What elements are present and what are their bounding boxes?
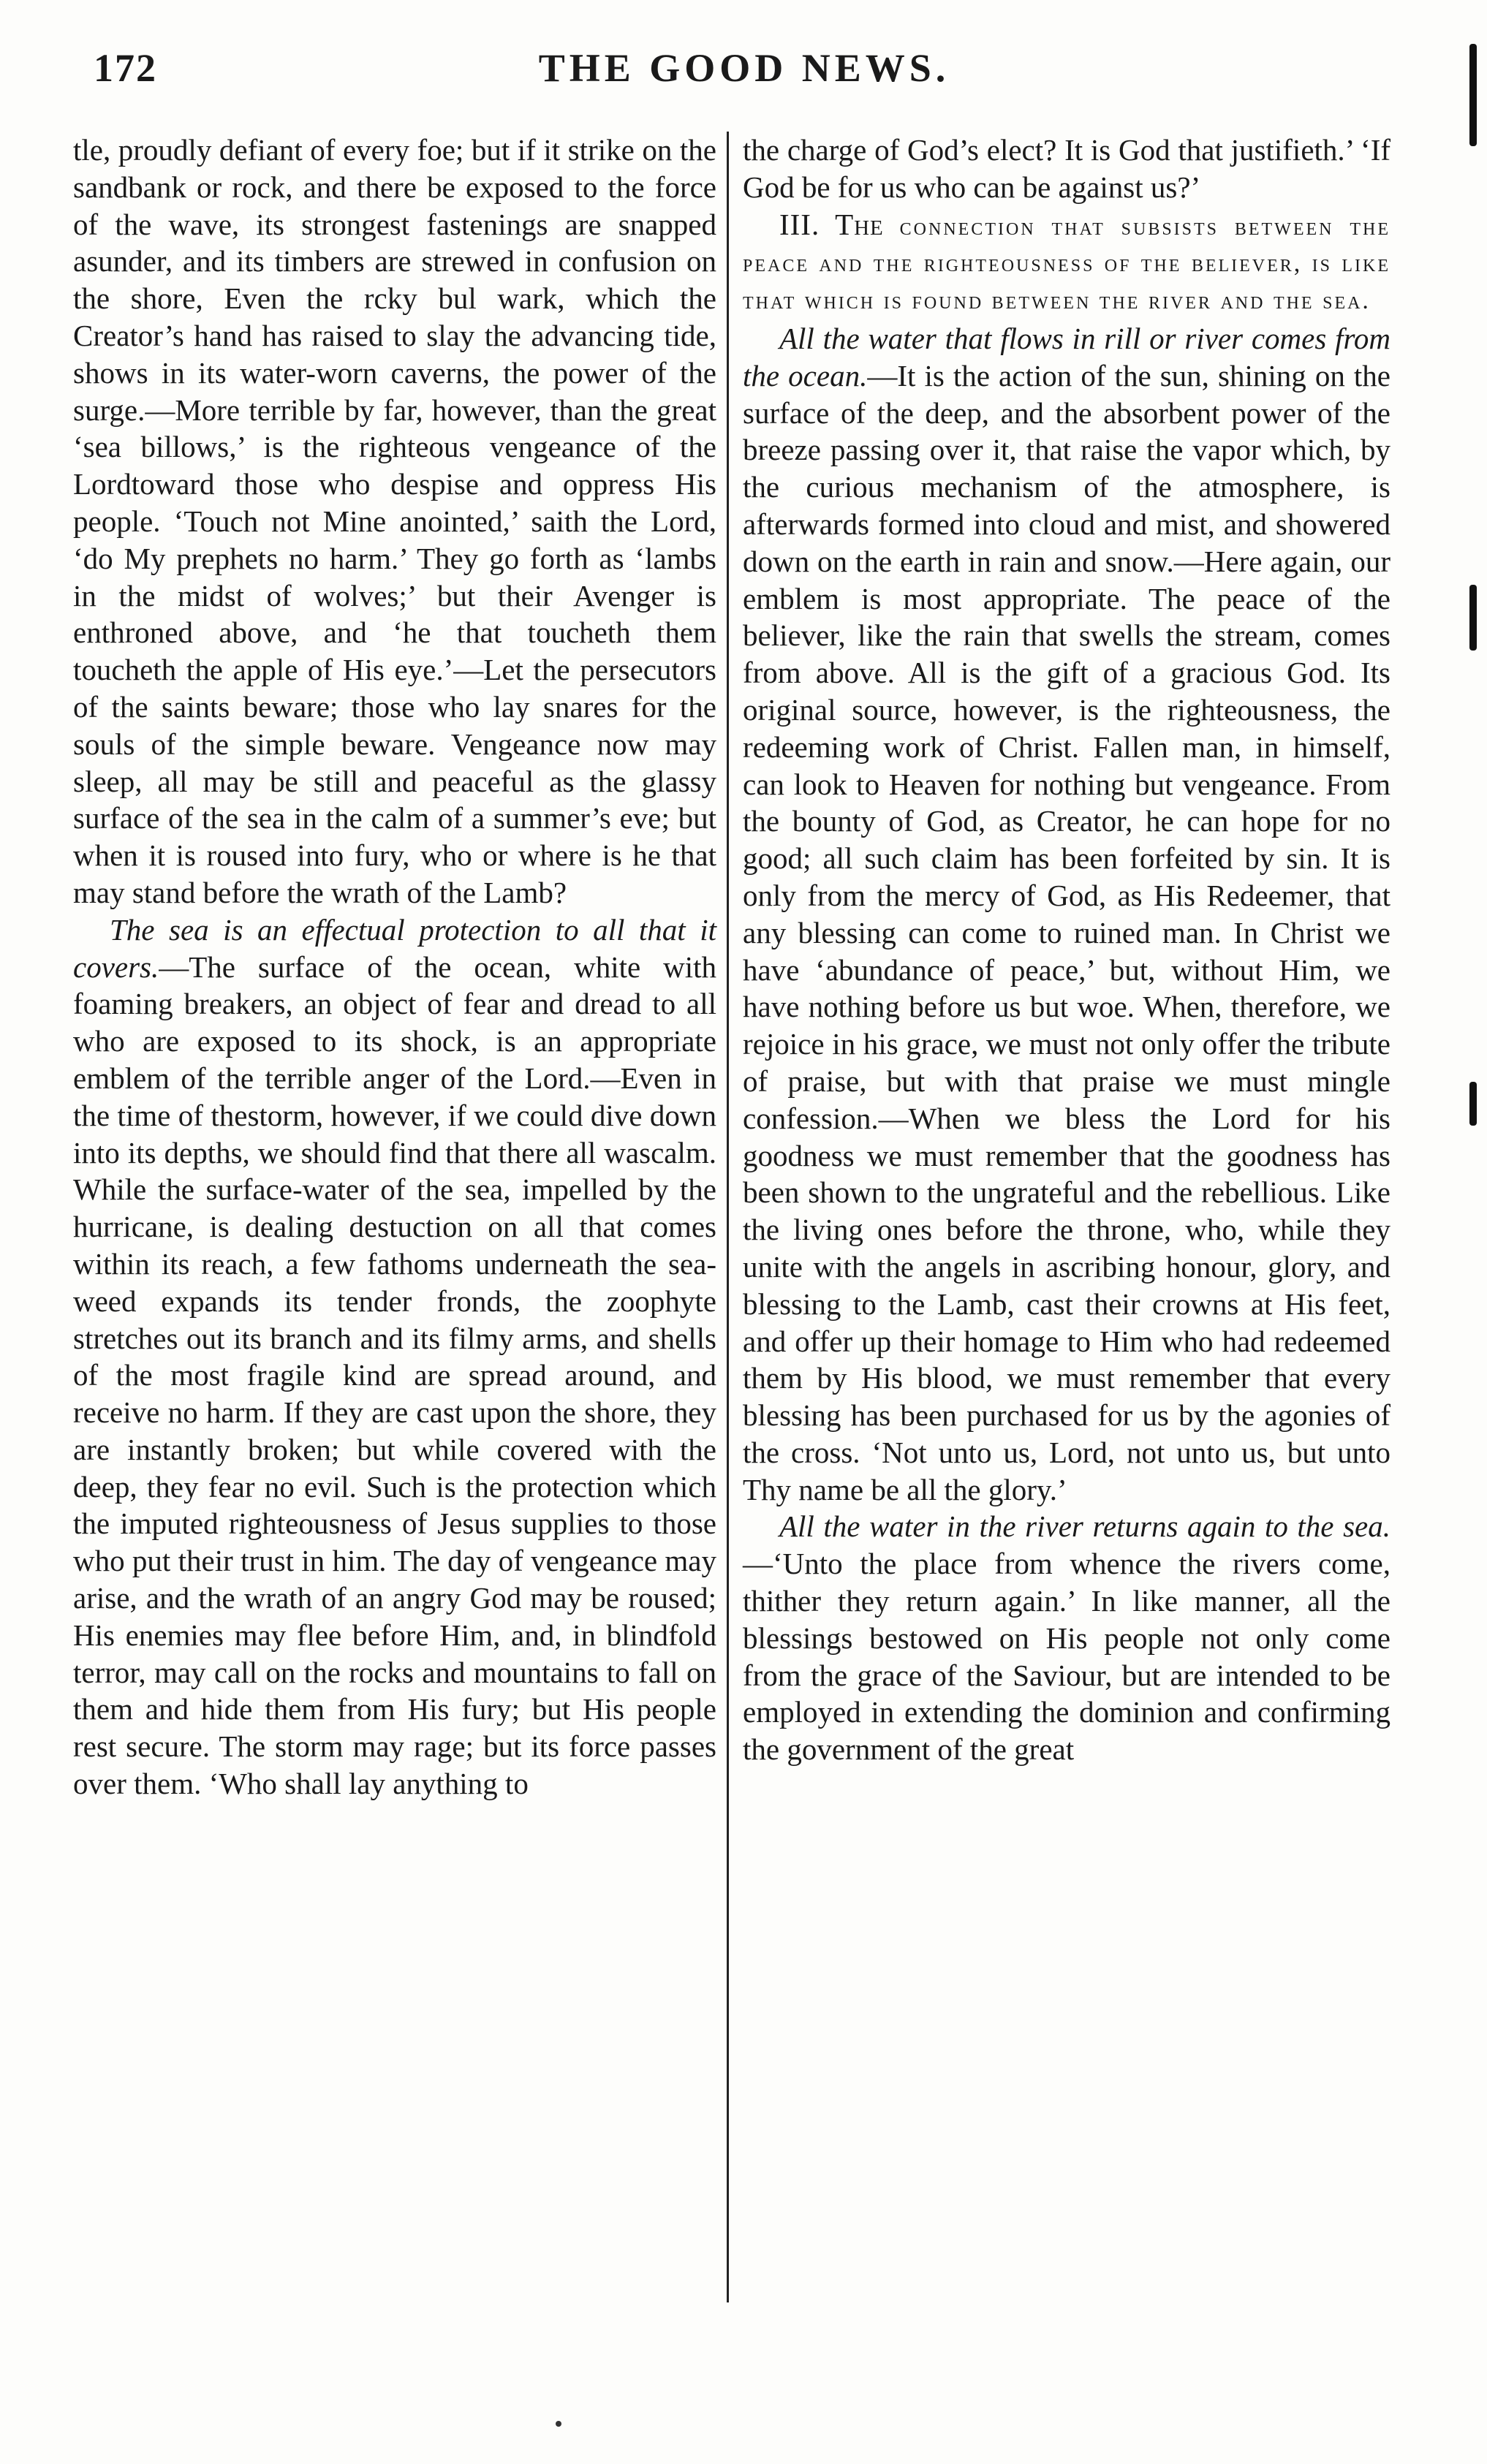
right-paragraph-2 [743,320,1390,1509]
binding-edge-mark [1469,585,1477,651]
right-paragraph-1: the charge of God’s elect? It is God that justifieth.’ ‘If God be for us who can be against us?’ [743,133,1390,204]
page-number: 172 [94,46,157,90]
section-heading-lead: III. The [779,207,884,241]
left-paragraph-2 [73,911,716,1802]
binding-edge-mark [1469,1082,1477,1126]
right-paragraph-3-lead: All the water in the river returns again to the sea. [779,1509,1390,1544]
left-paragraph-1: tle, proudly defiant of every foe; but if it strike on the sandbank or rock, and there be exposed to the force of the wave, its strongest fastenings are snapped asunder, and its timbers are strewed in confusion on the shore, Even the rcky bul wark, which the Creator’s hand has raised to slay the advancing tide, shows in its water-worn caverns, the power of the surge.—More terrible by far, however, than the great ‘sea billows,’ is the righteous vengeance of the Lordtoward those who despise and oppress His people. ‘Touch not Mine anointed,’ saith the Lord, ‘do My prephets no harm.’ They go forth as ‘lambs in the midst of wolves;’ but their Avenger is enthroned above, and ‘he that toucheth them toucheth the apple of His eye.’—Let the persecutors of the saints beware; those who lay snares for the souls of the simple beware. Vengeance now may sleep, all may be still and peaceful as the glassy surface of the sea in the calm of a summer’s eve; but when it is roused into fury, who or where is he that may stand before the wrath of the Lamb? [73,133,716,909]
binding-edge-mark [1469,44,1477,146]
page-header [94,45,1395,104]
print-speck [556,2421,561,2427]
section-heading [743,206,1390,320]
right-paragraph-3 [743,1508,1390,1768]
left-paragraph-2-lead: The sea is an effectual protection to all that it covers. [73,912,716,984]
left-column [73,132,716,1802]
right-paragraph-2-text: —It is the action of the sun, shining on the surface of the deep, and the absorbent power of the breeze passing over it, that raise the vapor which, by the curious mechanism of the atmosphere, is afterwards formed into cloud and mist, and showered down on the earth in rain and snow.—Here again, our emblem is most appropriate. The peace of the believer, like the rain that swells the stream, comes from above. All is the gift of a gracious God. Its original source, however, is the righteousness, the redeeming work of Christ. Fallen man, in himself, can look to Heaven for nothing but vengeance. From the bounty of God, as Creator, he can hope for no good; all such claim has been forfeited by sin. It is only from the mercy of God, as His Redeemer, that any blessing can come to ruined man. In Christ we have ‘abundance of peace,’ but, without Him, we have nothing before us but woe. When, therefore, we rejoice in his grace, we must not only offer the tribute of praise, but with that praise we must mingle confession.—When we bless the Lord for his goodness we must remember that the goodness has been shown to the ungrateful and the rebellious. Like the living ones before the throne, who, while they unite with the angels in ascribing honour, glory, and blessing to the Lamb, cast their crowns at His feet, and offer up their homage to Him who had redeemed them by His blood, we must remember that every blessing has been purchased for us by the agonies of the cross. ‘Not unto us, Lord, not unto us, but unto Thy name be all the glory.’ [743,358,1391,1506]
left-paragraph-2-text: —The surface of the ocean, white with foaming breakers, an object of fear and dread to all who are exposed to its shock, is an appropriate emblem of the terrible anger of the Lord.—Even in the time of thestorm, however, if we could dive down into its depths, we should find that there all wascalm. While the surface-water of the sea, impelled by the hurricane, is dealing destuction on all that comes within its reach, a few fathoms underneath the sea-weed expands its tender fronds, the zoophyte stretches out its branch and its filmy arms, and shells of the most fragile kind are spread around, and receive no harm. If they are cast upon the shore, they are instantly broken; but while covered with the deep, they fear no evil. Such is the protection which the imputed righteousness of Jesus supplies to those who put their trust in him. The day of vengeance may arise, and the wrath of an angry God may be roused; His enemies may flee before Him, and, in blindfold terror, may call on the rocks and mountains to fall on them and hide them from His fury; but His people rest secure. The storm may rage; but its force passes over them. ‘Who shall lay anything to [73,949,716,1801]
section-heading-text: connection that subsists between the peace and the righteousness of the believer, is like that which is found between the river and the sea. [743,213,1391,315]
column-divider [727,132,729,2302]
right-paragraph-3-text: —‘Unto the place from whence the rivers come, thither they return again.’ In like manner, all the blessings bestowed on His people not only come from the grace of the Saviour, but are intended to be employed in extending the dominion and confirming the government of the great [743,1547,1390,1767]
right-column [743,132,1390,1768]
running-title: THE GOOD NEWS. [538,46,950,90]
right-paragraph-2-lead: All the water that flows in rill or river comes from the ocean. [743,321,1390,393]
